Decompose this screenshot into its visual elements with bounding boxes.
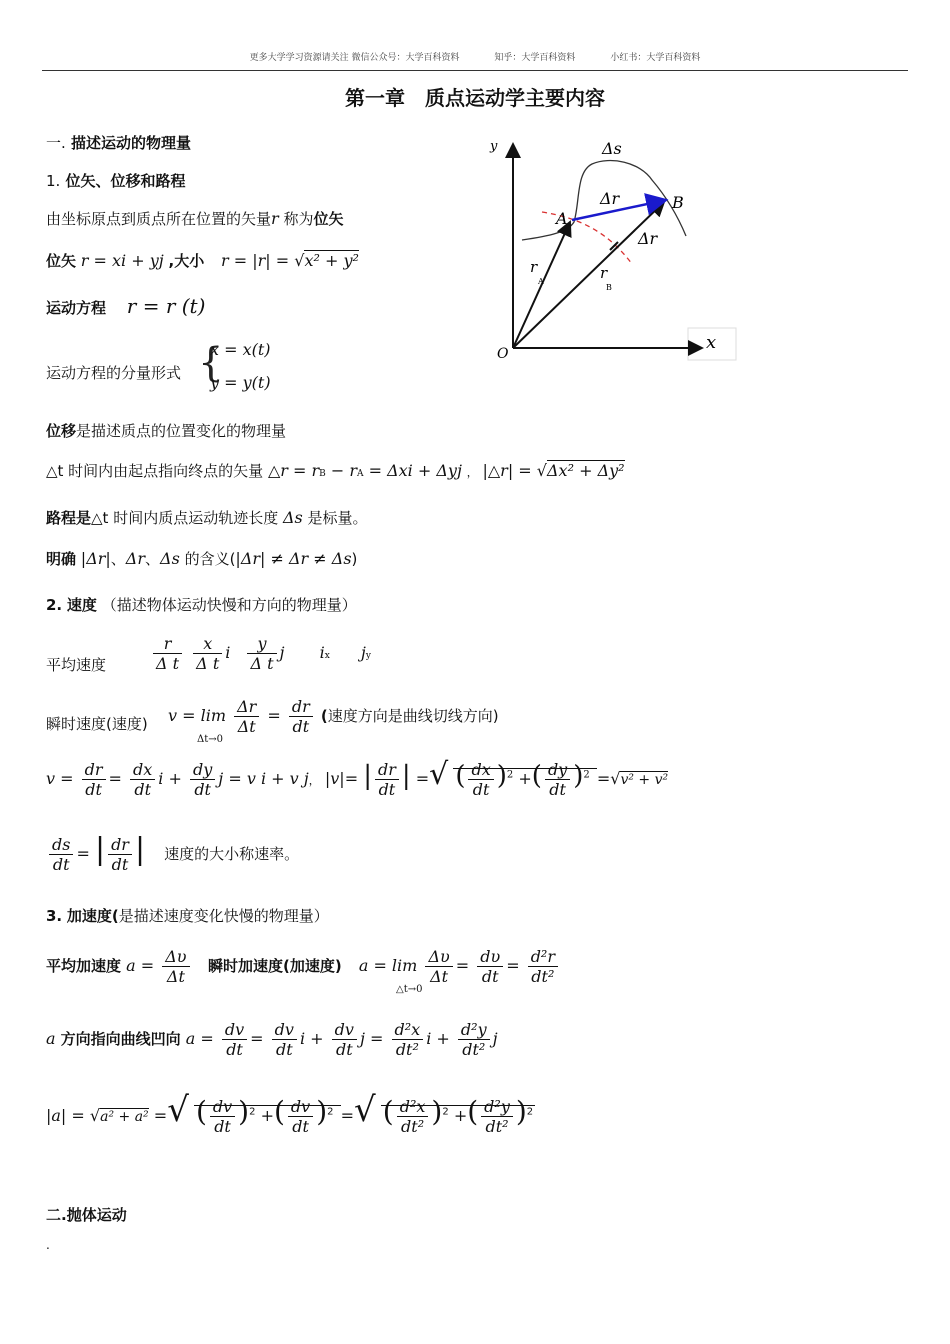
- velocity-component-formula: v = $\frac{dr}{dt}$ = $\frac{dx}{dt}$ i + $\frac{dy}{dt}$ j = v i + v j， |v|= | $\frac{dr}{dt}$ | =√ ( $\frac{dx}{dt}$ )$^2$ +( $\frac{dy}{dt}$ )$^2$ =√v² + v²: [46, 757, 669, 799]
- position-vector-formula: 位矢 r = xi + yj ,大小 r = |r| = √x² + y²: [46, 251, 359, 270]
- speed-formula: $\frac{ds}{dt}$ = | $\frac{dr}{dt}$ | 速度的大小称速率。: [46, 832, 299, 874]
- path-length-definition: 路程是△t 时间内质点运动轨迹长度 Δs 是标量。: [46, 508, 368, 527]
- header-xiaohongshu: 小红书：大学百科资料: [610, 53, 701, 63]
- acceleration-magnitude-formula: |a| = √a² + a² =√ ( $\frac{dv}{dt}$ )$^2$ +( $\frac{dv}{dt}$ )$^2$ =√ ( $\frac{\text{d²x}}{\text{dt²}}$ )$^2$ +( $\frac{\text{d²y}}{\text{dt²}}$ )$^2$: [46, 1090, 534, 1136]
- component-y: y = y(t): [210, 373, 271, 392]
- displacement-definition: 位移是描述质点的位置变化的物理量: [46, 422, 287, 440]
- instantaneous-acceleration-formula: 瞬时加速度(加速度) a = lim $\frac{\Delta\upsilon}{\Delta t}$ = $\frac{d\upsilon}{dt}$ = $\frac{\text{d²r}}{\text{dt²}}$: [208, 947, 561, 986]
- footer-dot: .: [46, 1238, 50, 1252]
- average-velocity-formula: $\frac{r}{\text{Δ t}}$ $\frac{x}{\text{Δ t}}$ i $\frac{y}{\text{Δ t}}$ j ix jy: [150, 634, 371, 673]
- instantaneous-velocity-label: 瞬时速度(速度): [46, 715, 148, 733]
- diagram-ra-sub: A: [538, 277, 544, 286]
- subsection-1-heading: 1. 位矢、位移和路程: [46, 172, 186, 190]
- acceleration-component-formula: a 方向指向曲线凹向 a = $\frac{dv}{dt}$ = $\frac{dv}{dt}$ i + $\frac{dv}{dt}$ j = $\frac{\text{d²x}}{\text{dt²}}$ i + $\frac{\text{d²y}}{\text{dt²}}$ j: [46, 1020, 498, 1059]
- diagram-rb-sub: B: [606, 283, 612, 292]
- header-wechat: 更多大学学习资源请关注 微信公众号：大学百科资料: [249, 53, 460, 63]
- component-brace: {: [198, 340, 224, 386]
- subsection-2-heading: 2. 速度 （描述物体运动快慢和方向的物理量）: [46, 596, 357, 614]
- displacement-formula: △t 时间内由起点指向终点的矢量 △r = rB − rA = Δxi + Δyj ， |△r| = √Δx² + Δy²: [46, 461, 625, 480]
- diagram-origin-label: O: [497, 346, 509, 362]
- chapter-title: 第一章 质点运动学主要内容: [345, 86, 605, 110]
- diagram-ra-label: r: [530, 258, 538, 276]
- page-header: [0, 50, 950, 63]
- diagram-x-label: x: [706, 332, 717, 353]
- section-2-heading: 二.抛体运动: [46, 1206, 127, 1224]
- diagram-point-a: A: [556, 209, 568, 228]
- instantaneous-velocity-formula: v = lim $\frac{\Delta r}{\Delta t}$ = $\frac{dr}{dt}$ (速度方向是曲线切线方向): [168, 697, 499, 736]
- average-acceleration-formula: 平均加速度 a = $\frac{\Delta\upsilon}{\Delta t}$: [46, 947, 193, 986]
- average-velocity-label: 平均速度: [46, 656, 107, 674]
- header-zhihu: 知乎：大学百科资料: [494, 53, 576, 63]
- position-vector-definition: 由坐标原点到质点所在位置的矢量r 称为位矢: [46, 209, 344, 228]
- diagram-rb-label: r: [600, 264, 608, 282]
- motion-diagram: [480, 132, 750, 372]
- subsection-3-heading: 3. 加速度(是描述速度变化快慢的物理量）: [46, 907, 329, 925]
- component-form-label: 运动方程的分量形式: [46, 364, 182, 382]
- motion-equation: 运动方程 r = r (t): [46, 294, 206, 318]
- component-x: x = x(t): [210, 340, 271, 359]
- diagram-dr-top-label: Δr: [600, 189, 620, 208]
- diagram-ds-label: Δs: [602, 139, 622, 158]
- header-rule: [42, 70, 908, 71]
- diagram-dr-right-label: Δr: [638, 229, 658, 248]
- clarification-line: 明确 |Δr|、Δr、Δs 的含义(|Δr| ≠ Δr ≠ Δs): [46, 549, 358, 568]
- diagram-y-label: y: [490, 139, 498, 154]
- accel-limit-subscript: △t→0: [396, 984, 423, 995]
- section-heading: 一. 描述运动的物理量: [46, 134, 192, 152]
- diagram-point-b: B: [672, 193, 684, 212]
- limit-subscript: Δt→0: [197, 734, 223, 745]
